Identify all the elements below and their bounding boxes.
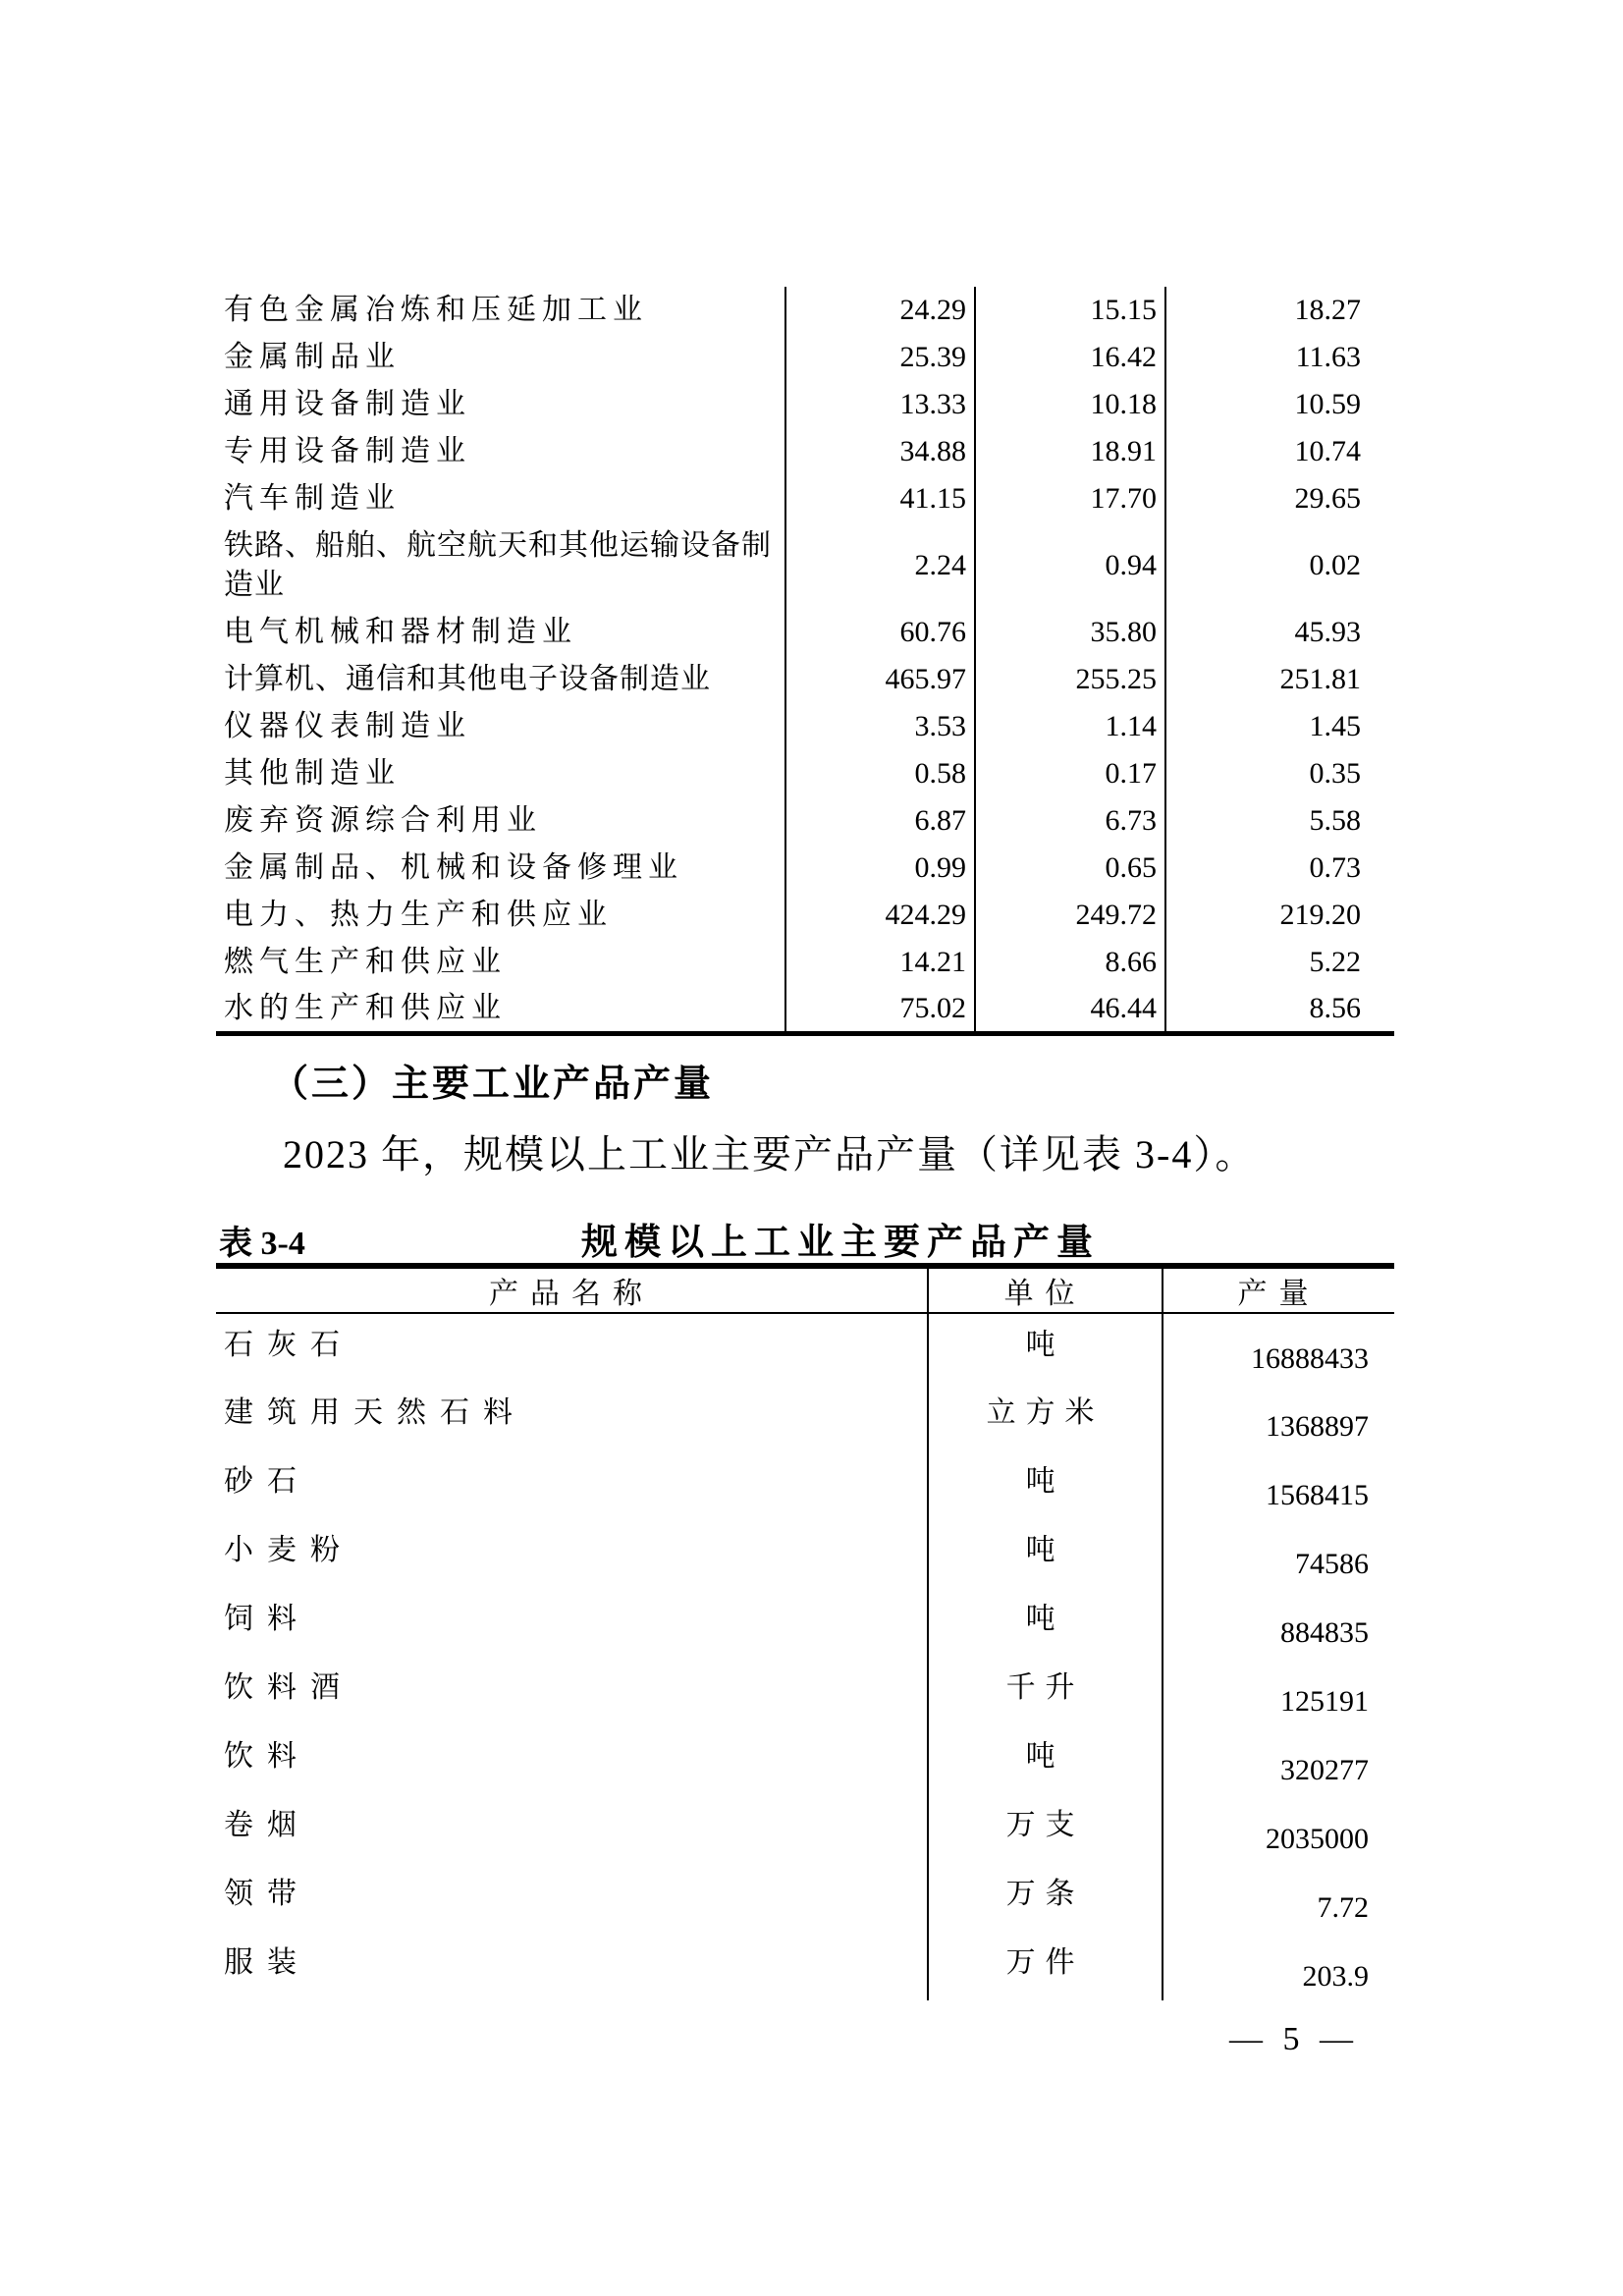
table-row — [216, 986, 1394, 1033]
unit-cell: 立方米 — [928, 1382, 1163, 1450]
output-cell: 884835 — [1280, 1616, 1369, 1649]
unit-cell: 吨 — [928, 1450, 1163, 1519]
value-cell: 0.99 — [785, 845, 975, 892]
table-row — [216, 797, 1394, 845]
value-cell: 34.88 — [785, 428, 975, 475]
industry-name-cell: 计算机、通信和其他电子设备制造业 — [216, 656, 785, 703]
unit-cell: 万支 — [928, 1794, 1163, 1863]
table-row — [216, 939, 1394, 986]
output-cell: 7.72 — [1317, 1891, 1369, 1924]
industry-name-cell: 铁路、船舶、航空航天和其他运输设备制造业 — [216, 522, 785, 609]
body-paragraph: 2023 年，规模以上工业主要产品产量（详见表 3-4）。 — [283, 1132, 1257, 1176]
output-cell: 125191 — [1280, 1685, 1369, 1718]
value-cell: 25.39 — [785, 334, 975, 381]
output-cell: 16888433 — [1251, 1341, 1369, 1375]
industry-name-cell: 水的生产和供应业 — [216, 986, 785, 1033]
table-row — [216, 1657, 1394, 1725]
unit-cell: 万件 — [928, 1932, 1163, 2000]
value-cell: 75.02 — [785, 986, 975, 1033]
table-row — [216, 381, 1394, 428]
value-cell: 17.70 — [975, 475, 1165, 522]
value-cell: 8.56 — [1309, 991, 1361, 1024]
table-row — [216, 1382, 1394, 1450]
value-cell: 0.65 — [975, 845, 1165, 892]
table-row — [216, 475, 1394, 522]
value-cell: 18.91 — [975, 428, 1165, 475]
page-number: — 5 — — [1229, 2021, 1359, 2057]
value-cell: 3.53 — [785, 703, 975, 750]
product-name-cell: 饮料 — [216, 1725, 928, 1794]
value-cell: 0.35 — [1309, 757, 1361, 790]
table-row — [216, 1794, 1394, 1863]
value-cell: 8.66 — [975, 939, 1165, 986]
header-row — [216, 1266, 1394, 1313]
table-row — [216, 845, 1394, 892]
value-cell: 35.80 — [975, 609, 1165, 656]
value-cell: 465.97 — [785, 656, 975, 703]
product-name-cell: 建筑用天然石料 — [216, 1382, 928, 1450]
output-cell: 1568415 — [1266, 1479, 1369, 1511]
table-row — [216, 1932, 1394, 2000]
unit-cell: 吨 — [928, 1313, 1163, 1382]
table-row — [216, 1863, 1394, 1932]
value-cell: 0.58 — [785, 750, 975, 797]
value-cell: 424.29 — [785, 892, 975, 939]
product-name-cell: 小麦粉 — [216, 1519, 928, 1588]
value-cell: 10.18 — [975, 381, 1165, 428]
column-header-unit: 单位 — [928, 1266, 1163, 1313]
value-cell: 60.76 — [785, 609, 975, 656]
unit-cell: 吨 — [928, 1588, 1163, 1657]
table-row — [216, 1725, 1394, 1794]
value-cell: 11.63 — [1295, 341, 1361, 373]
value-cell: 1.14 — [975, 703, 1165, 750]
value-cell: 29.65 — [1294, 482, 1361, 515]
column-header-product: 产品名称 — [216, 1266, 928, 1313]
product-name-cell: 卷烟 — [216, 1794, 928, 1863]
industry-name-cell: 其他制造业 — [216, 750, 785, 797]
table-row — [216, 1588, 1394, 1657]
value-cell: 10.59 — [1294, 388, 1361, 420]
value-cell: 0.94 — [975, 522, 1165, 609]
product-name-cell: 服装 — [216, 1932, 928, 2000]
table-row — [216, 1450, 1394, 1519]
table-row — [216, 656, 1394, 703]
value-cell: 251.81 — [1279, 663, 1361, 695]
table-row — [216, 703, 1394, 750]
industry-name-cell: 有色金属冶炼和压延加工业 — [216, 287, 785, 334]
value-cell: 46.44 — [975, 986, 1165, 1033]
table-row — [216, 750, 1394, 797]
value-cell: 249.72 — [975, 892, 1165, 939]
value-cell: 10.74 — [1294, 435, 1361, 467]
output-cell: 203.9 — [1302, 1960, 1369, 1993]
output-cell: 320277 — [1280, 1754, 1369, 1786]
value-cell: 0.02 — [1309, 549, 1361, 581]
value-cell: 0.73 — [1309, 851, 1361, 884]
table-row — [216, 609, 1394, 656]
industry-name-cell: 废弃资源综合利用业 — [216, 797, 785, 845]
industry-name-cell: 金属制品、机械和设备修理业 — [216, 845, 785, 892]
product-name-cell: 饮料酒 — [216, 1657, 928, 1725]
section-heading: （三）主要工业产品产量 — [271, 1064, 715, 1105]
value-cell: 255.25 — [975, 656, 1165, 703]
product-name-cell: 饲料 — [216, 1588, 928, 1657]
output-cell: 74586 — [1295, 1548, 1369, 1580]
industry-name-cell: 汽车制造业 — [216, 475, 785, 522]
unit-cell: 千升 — [928, 1657, 1163, 1725]
unit-cell: 吨 — [928, 1725, 1163, 1794]
table-row — [216, 334, 1394, 381]
product-name-cell: 领带 — [216, 1863, 928, 1932]
value-cell: 45.93 — [1294, 616, 1361, 648]
industry-name-cell: 仪器仪表制造业 — [216, 703, 785, 750]
value-cell: 5.22 — [1309, 946, 1361, 978]
output-cell: 1368897 — [1266, 1410, 1369, 1443]
output-cell: 2035000 — [1266, 1823, 1369, 1855]
table-row — [216, 287, 1394, 334]
table-title: 规模以上工业主要产品产量 — [581, 1223, 1100, 1263]
industry-name-cell: 金属制品业 — [216, 334, 785, 381]
value-cell: 0.17 — [975, 750, 1165, 797]
value-cell: 24.29 — [785, 287, 975, 334]
value-cell: 14.21 — [785, 939, 975, 986]
unit-cell: 吨 — [928, 1519, 1163, 1588]
industry-name-cell: 通用设备制造业 — [216, 381, 785, 428]
products-table — [216, 1263, 1394, 2000]
industry-name-cell: 电气机械和器材制造业 — [216, 609, 785, 656]
value-cell: 6.73 — [975, 797, 1165, 845]
value-cell: 6.87 — [785, 797, 975, 845]
table-label: 表 3-4 — [219, 1226, 305, 1262]
value-cell: 16.42 — [975, 334, 1165, 381]
product-name-cell: 砂石 — [216, 1450, 928, 1519]
table-row — [216, 1519, 1394, 1588]
value-cell: 2.24 — [785, 522, 975, 609]
unit-cell: 万条 — [928, 1863, 1163, 1932]
value-cell: 13.33 — [785, 381, 975, 428]
product-name-cell: 石灰石 — [216, 1313, 928, 1382]
table-row — [216, 1313, 1394, 1382]
industry-name-cell: 专用设备制造业 — [216, 428, 785, 475]
table-row — [216, 428, 1394, 475]
value-cell: 5.58 — [1309, 804, 1361, 837]
table-row — [216, 522, 1394, 609]
value-cell: 1.45 — [1309, 710, 1361, 742]
table-caption — [0, 1212, 1623, 1263]
value-cell: 18.27 — [1294, 294, 1361, 326]
industry-name-cell: 电力、热力生产和供应业 — [216, 892, 785, 939]
value-cell: 41.15 — [785, 475, 975, 522]
table-row — [216, 892, 1394, 939]
value-cell: 15.15 — [975, 287, 1165, 334]
column-header-output: 产量 — [1163, 1266, 1394, 1313]
value-cell: 219.20 — [1279, 899, 1361, 931]
industry-performance-table — [216, 287, 1394, 1036]
industry-name-cell: 燃气生产和供应业 — [216, 939, 785, 986]
